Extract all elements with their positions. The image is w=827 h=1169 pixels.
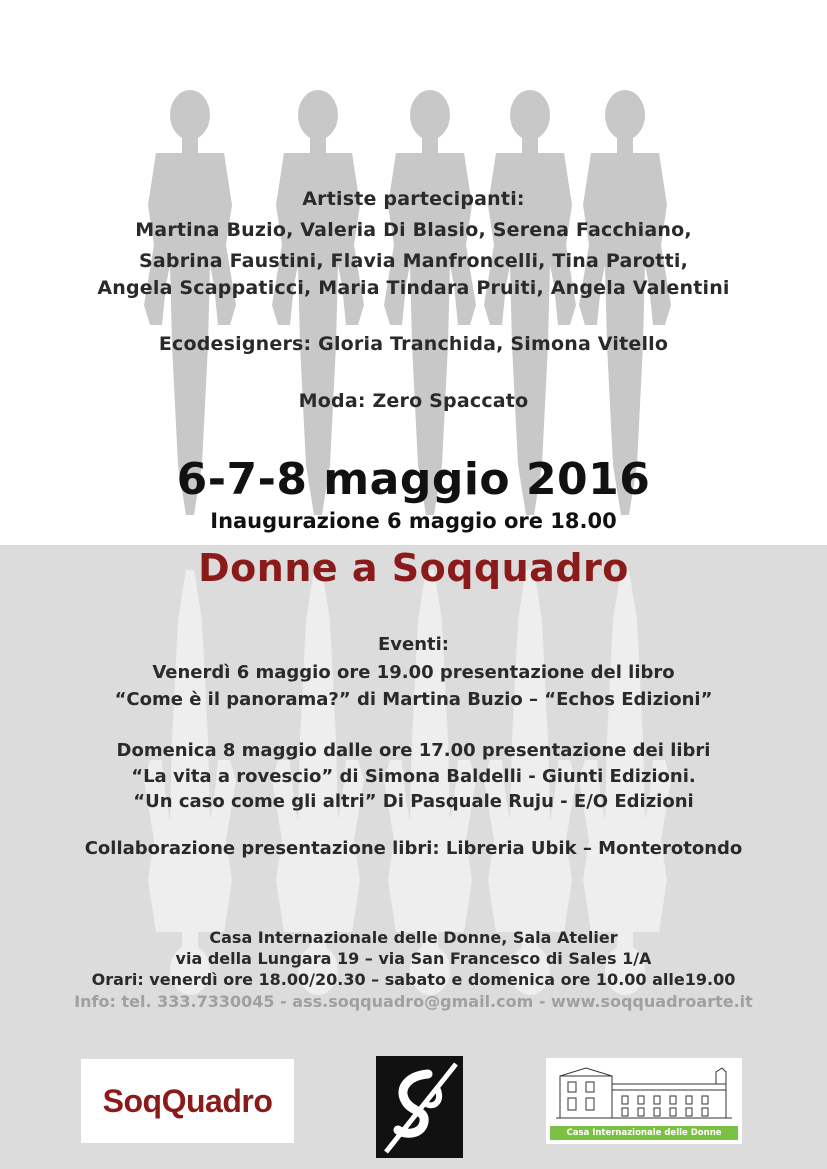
artists-line-2: Sabrina Faustini, Flavia Manfroncelli, Tina Parotti, [139,250,688,272]
event-dates: 6-7-8 maggio 2016 [176,454,651,505]
venue-line-2: via della Lungara 19 – via San Francesco di Sales 1/A [175,949,652,968]
soqquadro-logo [81,1059,294,1143]
hours-line: Orari: venerdì ore 18.00/20.30 – sabato e domenica ore 10.00 alle19.00 [91,970,736,989]
event-line-3: Domenica 8 maggio dalle ore 17.00 presentazione dei libri [116,740,711,761]
exhibition-title: Donne a Soqquadro [198,546,629,590]
artists-line-1: Martina Buzio, Valeria Di Blasio, Serena Facchiano, [135,219,692,241]
casa-internazionale-logo [546,1058,742,1144]
ecodesigners-line: Ecodesigners: Gloria Tranchida, Simona Vitello [158,333,669,355]
casa-logo-label: Casa Internazionale delle Donne [550,1126,738,1140]
venue-line-1: Casa Internazionale delle Donne, Sala Atelier [209,928,618,947]
event-line-4: “La vita a rovescio” di Simona Baldelli - Giunti Edizioni. [131,766,696,787]
event-line-2: “Come è il panorama?” di Martina Buzio – “Echos Edizioni” [114,689,713,710]
association-emblem [376,1056,463,1158]
soqquadro-logo-text: SoqQuadro [102,1082,273,1119]
artists-heading: Artiste partecipanti: [302,188,525,210]
inauguration-line: Inaugurazione 6 maggio ore 18.00 [210,509,617,533]
events-heading: Eventi: [377,634,450,655]
moda-line: Moda: Zero Spaccato [298,390,529,412]
event-line-1: Venerdì 6 maggio ore 19.00 presentazione del libro [152,662,675,683]
info-line: Info: tel. 333.7330045 - ass.soqquadro@gmail.com - www.soqquadroarte.it [74,992,753,1011]
building-sketch-icon [546,1058,742,1126]
artists-line-3: Angela Scappaticci, Maria Tindara Pruiti, Angela Valentini [97,277,730,299]
event-line-5: “Un caso come gli altri” Di Pasquale Ruju - E/O Edizioni [133,791,694,812]
collaboration-line: Collaborazione presentazione libri: Libreria Ubik – Monterotondo [84,838,743,859]
emblem-icon [376,1056,463,1158]
